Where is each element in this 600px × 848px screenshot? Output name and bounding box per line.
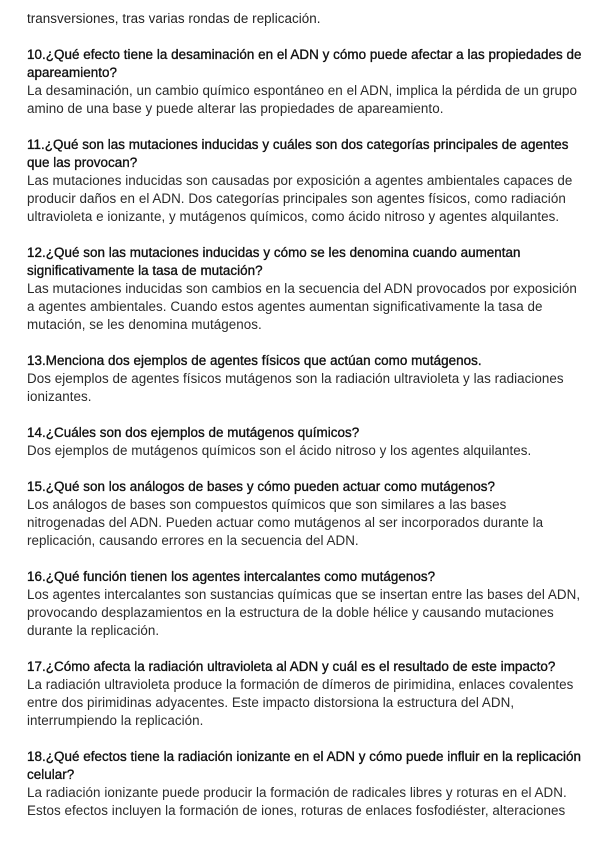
qa-item-17 [27, 658, 582, 730]
answer-11: Las mutaciones inducidas son causadas por exposición a agentes ambientales capaces de producir daños en el ADN. Dos categorías principales son agentes físicos, como radiación ultravioleta e ionizante, y mutágenos químicos, como ácido nitroso y agentes alquilantes. [27, 173, 573, 224]
qa-item-18 [27, 748, 582, 820]
lead-fragment: transversiones, tras varias rondas de replicación. [27, 11, 321, 26]
answer-15: Los análogos de bases son compuestos químicos que son similares a las bases nitrogenadas del ADN. Pueden actuar como mutágenos al ser incorporados durante la replicación, causando errores en la secuencia del ADN. [27, 497, 544, 548]
answer-12: Las mutaciones inducidas son cambios en la secuencia del ADN provocados por exposición a agentes ambientales. Cuando estos agentes aumentan significativamente la tasa de mutación, se les denomina mutágenos. [27, 281, 577, 332]
question-14: 14.¿Cuáles son dos ejemplos de mutágenos químicos? [27, 425, 360, 440]
question-11: 11.¿Qué son las mutaciones inducidas y cuáles son dos categorías principales de agentes que las provocan? [27, 137, 569, 170]
document-page [27, 10, 582, 838]
qa-item-11 [27, 136, 582, 226]
qa-item-13 [27, 352, 582, 406]
answer-17: La radiación ultravioleta produce la formación de dímeros de pirimidina, enlaces covalentes entre dos pirimidinas adyacentes. Este impacto distorsiona la estructura del ADN, interrumpiendo la replicación. [27, 677, 574, 728]
question-10: 10.¿Qué efecto tiene la desaminación en el ADN y cómo puede afectar a las propiedades de apareamiento? [27, 47, 582, 80]
question-12: 12.¿Qué son las mutaciones inducidas y cómo se les denomina cuando aumentan significativamente la tasa de mutación? [27, 245, 521, 278]
qa-item-14 [27, 424, 582, 460]
qa-item-10 [27, 46, 582, 118]
question-15: 15.¿Qué son los análogos de bases y cómo pueden actuar como mutágenos? [27, 479, 495, 494]
answer-14: Dos ejemplos de mutágenos químicos son el ácido nitroso y los agentes alquilantes. [27, 443, 532, 458]
question-17: 17.¿Cómo afecta la radiación ultravioleta al ADN y cuál es el resultado de este impacto? [27, 659, 556, 674]
question-18: 18.¿Qué efectos tiene la radiación ionizante en el ADN y cómo puede influir en la replicación celular? [27, 749, 581, 782]
question-16: 16.¿Qué función tienen los agentes intercalantes como mutágenos? [27, 569, 436, 584]
answer-16: Los agentes intercalantes son sustancias químicas que se insertan entre las bases del ADN, provocando desplazamientos en la estructura de la doble hélice y causando mutaciones durante la replicación. [27, 587, 581, 638]
question-13: 13.Menciona dos ejemplos de agentes físicos que actúan como mutágenos. [27, 353, 482, 368]
qa-item-16 [27, 568, 582, 640]
answer-18: La radiación ionizante puede producir la formación de radicales libres y roturas en el ADN. Estos efectos incluyen la formación de iones, roturas de enlaces fosfodiéster, alteraciones [27, 785, 567, 818]
qa-item-12 [27, 244, 582, 334]
qa-item-15 [27, 478, 582, 550]
answer-10: La desaminación, un cambio químico espontáneo en el ADN, implica la pérdida de un grupo amino de una base y puede alterar las propiedades de apareamiento. [27, 83, 577, 116]
answer-13: Dos ejemplos de agentes físicos mutágenos son la radiación ultravioleta y las radiaciones ionizantes. [27, 371, 564, 404]
